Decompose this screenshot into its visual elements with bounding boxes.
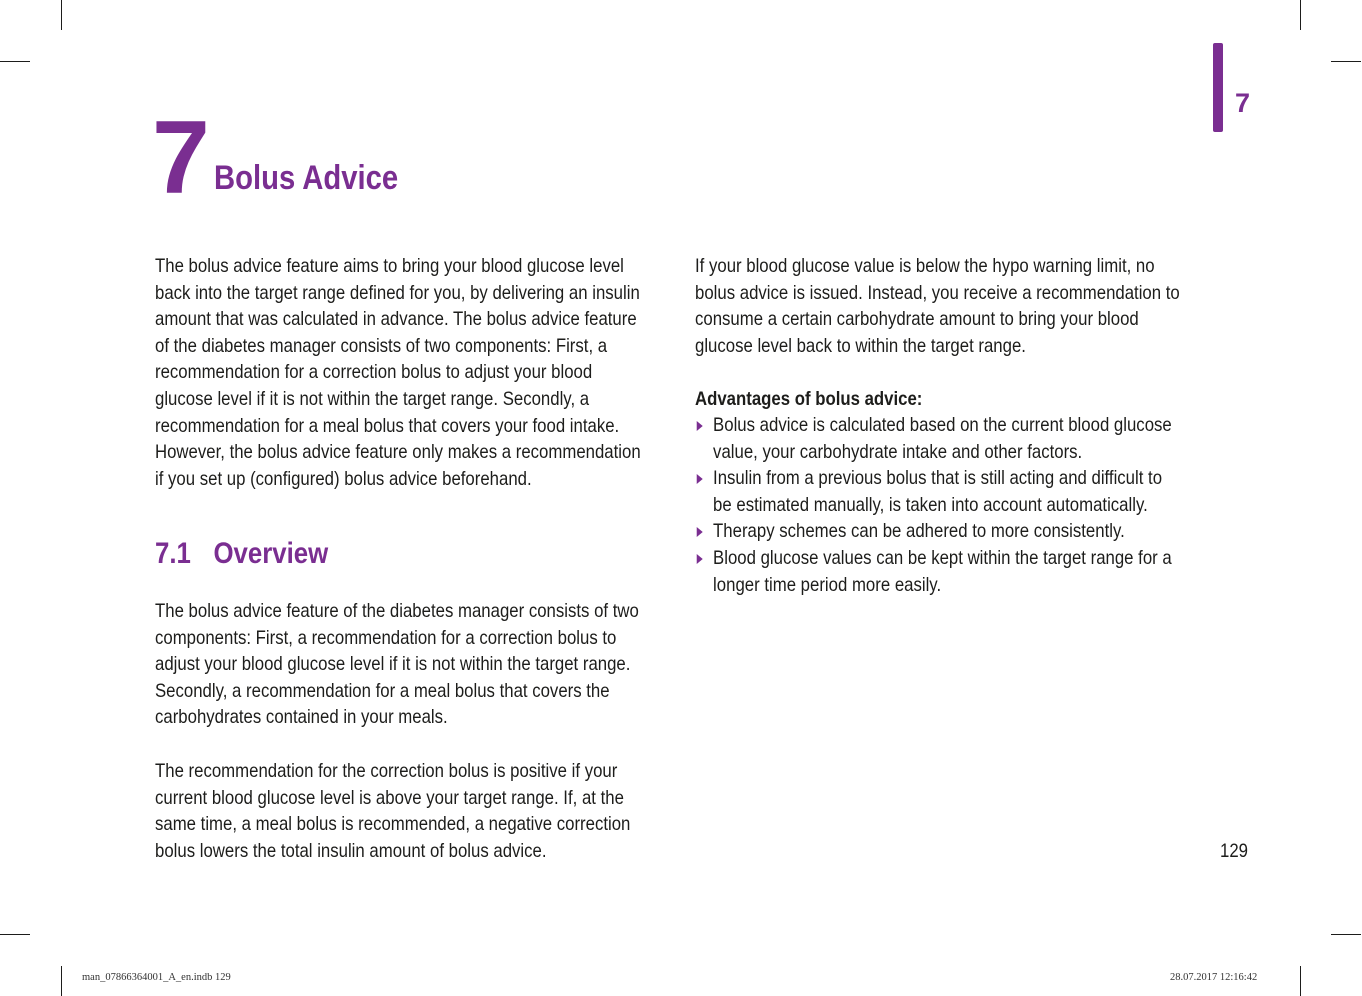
- text-line: consume a certain carbohydrate amount to bring your blood: [695, 308, 1139, 331]
- text-line: Secondly, a recommendation for a meal bolus that covers the: [155, 679, 610, 702]
- crop-mark-top-left-vertical: [61, 0, 62, 30]
- text-line: If your blood glucose value is below the hypo warning limit, no: [695, 255, 1155, 277]
- crop-mark-bottom-left-horizontal: [0, 934, 30, 935]
- advantages-list: [695, 412, 1172, 598]
- triangle-bullet-icon: [697, 421, 703, 431]
- text-line: The recommendation for the correction bolus is positive if your: [155, 760, 618, 782]
- triangle-bullet-icon: [697, 474, 703, 484]
- text-line: components: First, a recommendation for a correction bolus to: [155, 626, 617, 649]
- text-line: recommendation for a correction bolus to adjust your blood: [155, 361, 593, 384]
- text-line: Blood glucose values can be kept within the target range for a: [713, 546, 1172, 569]
- print-slug-timestamp: 28.07.2017 12:16:42: [1170, 972, 1258, 983]
- crop-mark-top-left-horizontal: [0, 61, 30, 62]
- print-slug-file: man_07866364001_A_en.indb 129: [82, 972, 231, 983]
- text-line: The bolus advice feature of the diabetes manager consists of two: [155, 600, 639, 622]
- intro-paragraph: [155, 253, 662, 492]
- text-line: glucose level if it is not within the target range. Secondly, a: [155, 387, 590, 410]
- text-line: same time, a meal bolus is recommended, a negative correction: [155, 813, 631, 836]
- crop-mark-bottom-right-vertical: [1300, 966, 1301, 996]
- text-line: longer time period more easily.: [713, 573, 942, 596]
- list-item: [695, 545, 1172, 598]
- page-number: 129: [1220, 840, 1248, 862]
- advantages-heading: Advantages of bolus advice:: [695, 388, 923, 410]
- text-line: glucose level back to within the target range.: [695, 334, 1026, 357]
- triangle-bullet-icon: [697, 527, 703, 537]
- crop-mark-bottom-left-vertical: [61, 966, 62, 996]
- crop-mark-bottom-right-horizontal: [1331, 934, 1361, 935]
- list-item: [695, 465, 1172, 518]
- text-line: Therapy schemes can be adhered to more consistently.: [713, 520, 1125, 543]
- text-line: bolus advice is issued. Instead, you receive a recommendation to: [695, 281, 1180, 304]
- text-line: recommendation for a meal bolus that covers your food intake.: [155, 414, 620, 437]
- text-line: be estimated manually, is taken into account automatically.: [713, 493, 1148, 516]
- text-line: However, the bolus advice feature only makes a recommendation: [155, 441, 641, 464]
- text-line: carbohydrates contained in your meals.: [155, 706, 448, 729]
- text-line: back into the target range defined for you, by delivering an insulin: [155, 281, 640, 304]
- overview-paragraph-2: [155, 758, 662, 864]
- section-number: 7.1: [155, 537, 191, 570]
- hypo-paragraph: [695, 253, 1202, 359]
- crop-mark-top-right-horizontal: [1331, 61, 1361, 62]
- text-line: amount that was calculated in advance. The bolus advice feature: [155, 308, 637, 331]
- text-line: Bolus advice is calculated based on the current blood glucose: [713, 414, 1172, 436]
- text-line: Insulin from a previous bolus that is still acting and difficult to: [713, 467, 1163, 490]
- text-line: if you set up (configured) bolus advice beforehand.: [155, 467, 532, 490]
- list-item: [695, 518, 1172, 545]
- text-line: bolus lowers the total insulin amount of bolus advice.: [155, 839, 547, 862]
- chapter-tab-bar: [1213, 43, 1223, 132]
- crop-mark-top-right-vertical: [1300, 0, 1301, 30]
- section-title: Overview: [213, 537, 329, 570]
- text-line: current blood glucose level is above your target range. If, at the: [155, 786, 624, 809]
- chapter-title: Bolus Advice: [214, 159, 399, 197]
- section-heading: [155, 536, 328, 572]
- overview-paragraph-1: [155, 598, 662, 731]
- text-line: of the diabetes manager consists of two components: First, a: [155, 334, 608, 357]
- chapter-tab-number: 7: [1235, 88, 1251, 118]
- text-line: value, your carbohydrate intake and other factors.: [713, 440, 1083, 463]
- chapter-number: 7: [152, 100, 206, 216]
- triangle-bullet-icon: [697, 554, 703, 564]
- text-line: adjust your blood glucose level if it is not within the target range.: [155, 653, 631, 676]
- list-item: [695, 412, 1172, 465]
- text-line: The bolus advice feature aims to bring your blood glucose level: [155, 255, 624, 277]
